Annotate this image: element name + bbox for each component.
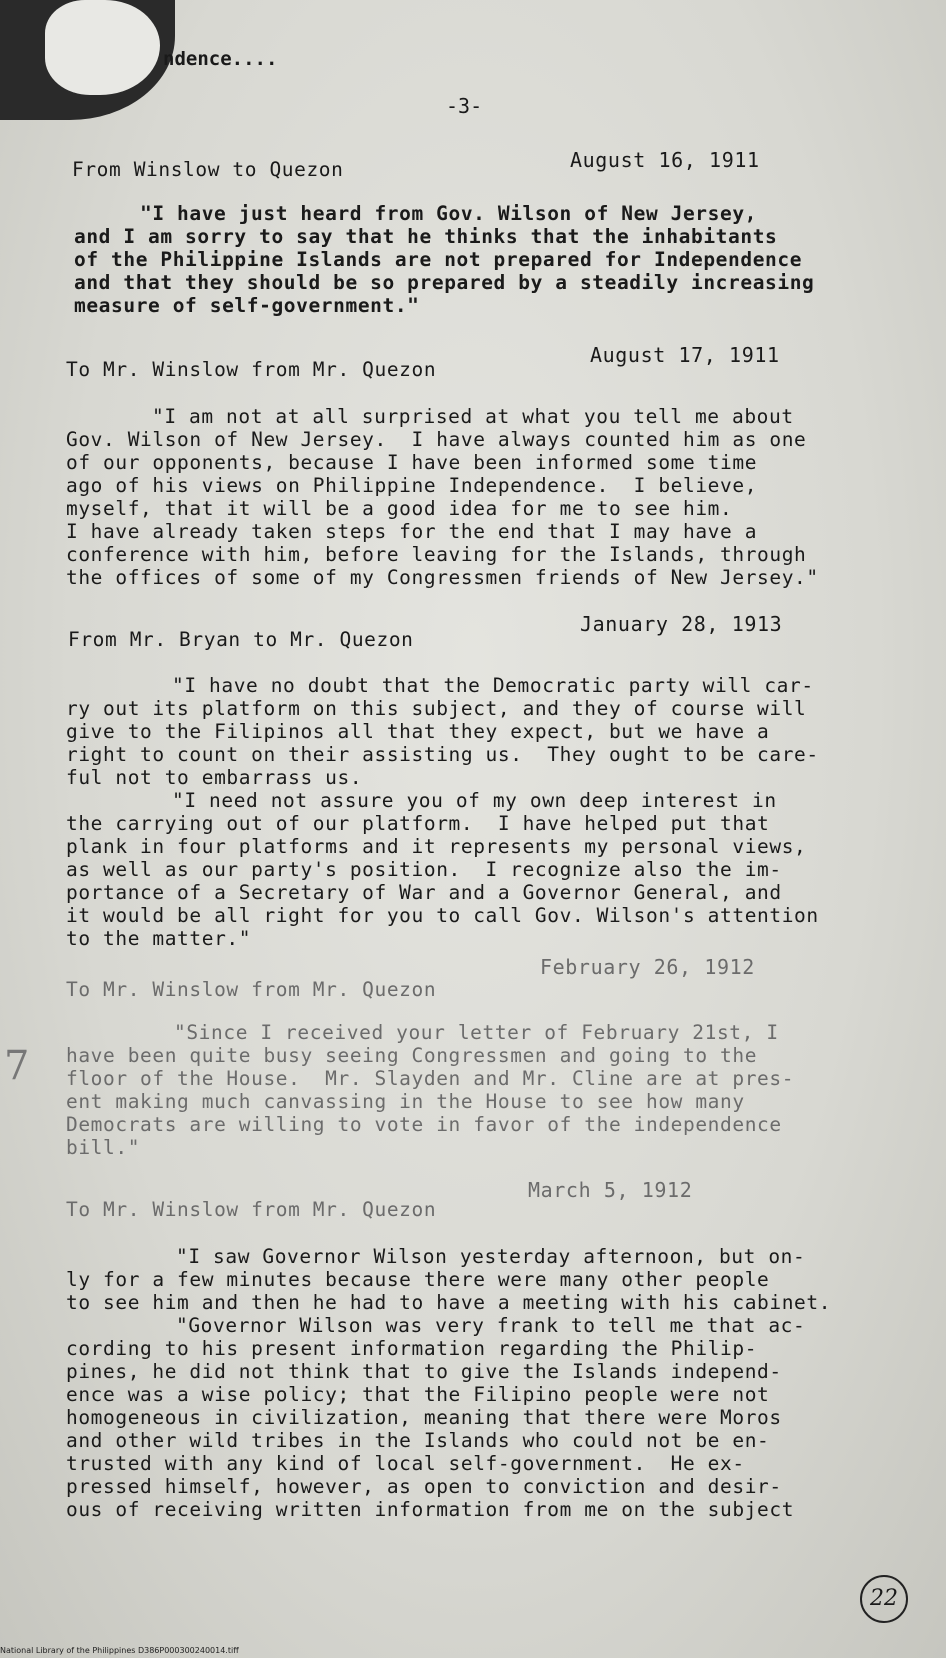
margin-handwritten-mark: 7 bbox=[4, 1043, 30, 1089]
letter-4-date: February 26, 1912 bbox=[540, 955, 755, 979]
letter-2-line-2: Gov. Wilson of New Jersey. I have always counted him as one bbox=[66, 428, 807, 451]
letter-3-line-10: portance of a Secretary of War and a Governor General, and bbox=[66, 881, 782, 904]
letter-2-line-3: of our opponents, because I have been informed some time bbox=[66, 451, 758, 474]
letter-3-line-11: it would be all right for you to call Gov. Wilson's attention bbox=[66, 904, 819, 927]
letter-3-heading: From Mr. Bryan to Mr. Quezon bbox=[68, 628, 414, 651]
letter-3-line-12: to the matter." bbox=[66, 927, 252, 950]
letter-5-line-3: to see him and then he had to have a meeting with his cabinet. bbox=[66, 1291, 832, 1314]
letter-5-line-12: ous of receiving written information from me on the subject bbox=[66, 1498, 795, 1521]
letter-5-line-7: ence was a wise policy; that the Filipino people were not bbox=[66, 1383, 770, 1406]
letter-1-date: August 16, 1911 bbox=[570, 148, 760, 172]
letter-3-line-1: "I have no doubt that the Democratic party will car- bbox=[172, 674, 814, 697]
letter-1-line-4: and that they should be so prepared by a steadily increasing bbox=[74, 271, 815, 294]
letter-3-line-5: ful not to embarrass us. bbox=[66, 766, 363, 789]
letter-2-line-6: I have already taken steps for the end that I may have a bbox=[66, 520, 758, 543]
letter-2-line-8: the offices of some of my Congressmen friends of New Jersey." bbox=[66, 566, 819, 589]
letter-5-date: March 5, 1912 bbox=[528, 1178, 693, 1202]
letter-5-line-8: homogeneous in civilization, meaning that there were Moros bbox=[66, 1406, 782, 1429]
header-fragment: ndence.... bbox=[163, 48, 278, 70]
letter-5-line-4: "Governor Wilson was very frank to tell me that ac- bbox=[176, 1314, 806, 1337]
letter-5-line-9: and other wild tribes in the Islands who could not be en- bbox=[66, 1429, 770, 1452]
letter-2-line-4: ago of his views on Philippine Independence. I believe, bbox=[66, 474, 758, 497]
letter-4-line-1: "Since I received your letter of February 21st, I bbox=[174, 1021, 779, 1044]
letter-3-date: January 28, 1913 bbox=[580, 612, 783, 636]
letter-4-line-3: floor of the House. Mr. Slayden and Mr. Cline are at pres- bbox=[66, 1067, 795, 1090]
letter-4-line-2: have been quite busy seeing Congressmen and going to the bbox=[66, 1044, 758, 1067]
letter-3-line-6: "I need not assure you of my own deep interest in bbox=[172, 789, 777, 812]
letter-3-line-2: ry out its platform on this subject, and they of course will bbox=[66, 697, 807, 720]
letter-1-line-5: measure of self-government." bbox=[74, 294, 420, 317]
letter-3-line-9: as well as our party's position. I recognize also the im- bbox=[66, 858, 782, 881]
letter-4-line-4: ent making much canvassing in the House to see how many bbox=[66, 1090, 745, 1113]
letter-1-heading: From Winslow to Quezon bbox=[72, 158, 344, 181]
letter-3-line-4: right to count on their assisting us. They ought to be care- bbox=[66, 743, 819, 766]
letter-4-heading: To Mr. Winslow from Mr. Quezon bbox=[66, 978, 437, 1001]
letter-5-line-6: pines, he did not think that to give the Islands independ- bbox=[66, 1360, 782, 1383]
letter-2-line-7: conference with him, before leaving for the Islands, through bbox=[66, 543, 807, 566]
letter-1-line-3: of the Philippine Islands are not prepared for Independence bbox=[74, 248, 803, 271]
letter-5-line-2: ly for a few minutes because there were many other people bbox=[66, 1268, 770, 1291]
letter-5-line-10: trusted with any kind of local self-government. He ex- bbox=[66, 1452, 745, 1475]
page-number: -3- bbox=[446, 94, 483, 118]
letter-1-line-1: "I have just heard from Gov. Wilson of New Jersey, bbox=[140, 202, 757, 225]
letter-5-line-1: "I saw Governor Wilson yesterday afternoon, but on- bbox=[176, 1245, 806, 1268]
letter-2-line-1: "I am not at all surprised at what you tell me about bbox=[152, 405, 794, 428]
letter-2-date: August 17, 1911 bbox=[590, 343, 780, 367]
letter-3-line-7: the carrying out of our platform. I have helped put that bbox=[66, 812, 770, 835]
letter-4-line-6: bill." bbox=[66, 1136, 141, 1159]
letter-5-heading: To Mr. Winslow from Mr. Quezon bbox=[66, 1198, 437, 1221]
letter-2-heading: To Mr. Winslow from Mr. Quezon bbox=[66, 358, 437, 381]
letter-3-line-3: give to the Filipinos all that they expect, but we have a bbox=[66, 720, 770, 743]
handwritten-page-number: 22 bbox=[860, 1575, 908, 1623]
letter-2-line-5: myself, that it will be a good idea for me to see him. bbox=[66, 497, 733, 520]
archive-footer: National Library of the Philippines D386P000300240014.tiff bbox=[0, 1646, 239, 1655]
letter-4-line-5: Democrats are willing to vote in favor of the independence bbox=[66, 1113, 782, 1136]
letter-3-line-8: plank in four platforms and it represents my personal views, bbox=[66, 835, 807, 858]
letter-5-line-11: pressed himself, however, as open to conviction and desir- bbox=[66, 1475, 782, 1498]
letter-1-line-2: and I am sorry to say that he thinks that the inhabitants bbox=[74, 225, 778, 248]
letter-5-line-5: cording to his present information regarding the Philip- bbox=[66, 1337, 758, 1360]
